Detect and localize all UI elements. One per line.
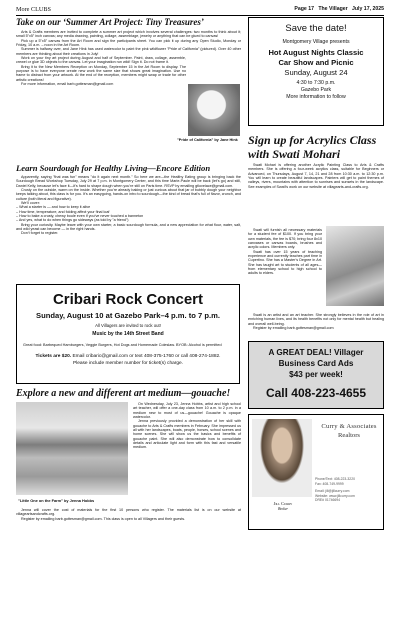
save-date-time: 4:30 to 7:30 p.m.	[296, 80, 336, 86]
sourdough-list-item: – How time, temperature, and folding affect your final loaf	[16, 209, 110, 214]
sourdough-title: Learn Sourdough for Healthy Living—Encore Edition	[16, 163, 211, 173]
sourdough-paragraph: Apparently, saying "that was fun" means "do it again next month." So here we are—the Healthy Eating group is bringing back the Sourdough Bread Workshop Tuesday, July 29 at 7 p.m. in Montgomery Center, and this time Marie-Paule will be back (let’s go) and still, Daniel Kelly, because let’s face it—it’s hard to shape dough when you’re still on Paris time. RSVP by emailing gtlovelace@gmail.com.	[16, 175, 241, 188]
gouache-photo-caption: "Little One on the Farm" by Jenna Hobbs	[18, 498, 95, 503]
sourdough-list-item: – And yes, what to do when things go sideways (as told by "a friend")	[16, 218, 129, 223]
save-date-location: Gazebo Park	[300, 87, 332, 93]
gouache-body-bottom	[16, 508, 241, 521]
cribari-tickets-price: Tickets are $20.	[35, 353, 72, 359]
acrylics-body-narrow	[248, 228, 322, 276]
acrylics-paragraph: Swati will furnish all necessary materials for a student fee of $100. If you bring your own materials, the fee is $70; bring four 8x10 canvases or canvas boards, brushes and acrylic colors. Members only.	[248, 228, 322, 250]
acrylics-paragraph: Swati has over 15 years of teaching experience and currently teaches part time in Cupertino. She has a Master’s Degree in Art. She has taught art to students of all ages—from elementary school to high school to adults to elders.	[248, 249, 322, 276]
gouache-paragraph: Jenna previously provided a demonstration of her skill with gouache to Arts & Crafts members in February. She impressed us all with her landscapes, boats, people, horses, school scenes and home scenes. She will show us the basics and benefits of gouache paint. She will also demonstrate how to consolidate details and articulate light and form with this fast and versatile medium.	[133, 419, 241, 450]
art-project-paragraph: Summer is halfway over, and Jane Hink has used watercolor to paint the pink wildflower "Pride of California" (pictured). Over 40 other members are thinking about their creations in July!	[16, 47, 241, 56]
cribari-tickets	[17, 354, 239, 359]
issue-date: July 17, 2025	[351, 6, 384, 12]
villager-ad-phone: Call 408-223-4655	[265, 386, 367, 400]
sourdough-body	[16, 175, 241, 236]
gouache-paragraph: Jenna will cover the cost of materials for the first 10 persons who register. The materials list is on our website at villageartsandcrafts.org.	[16, 508, 241, 517]
art-project-body	[16, 30, 241, 86]
gouache-title: Explore a new and different art medium—gouache!	[16, 388, 231, 399]
acrylics-body	[248, 163, 384, 189]
cribari-tickets-contact: Email cribaric@gmail.com or text 408-375-1760 or call 408-274-1882.	[71, 353, 221, 359]
header-rule	[16, 15, 384, 16]
realtor-email: Email: jill@jillcurry.com	[315, 489, 350, 494]
sourdough-paragraph: We’ll cover:	[21, 201, 40, 206]
page-info	[294, 6, 384, 12]
sourdough-list-item: – What a starter is — and how to keep it alive	[16, 205, 91, 210]
save-date-note: More information to follow	[286, 94, 346, 100]
acrylics-body-bottom	[248, 313, 384, 330]
realtor-company: Curry & Associates	[321, 423, 377, 430]
villager-business-card-ad	[248, 341, 384, 409]
save-date-event-line2: Car Show and Picnic	[278, 58, 354, 67]
section-label: More CLUBS	[16, 6, 51, 13]
realtor-company-sub: Realtors	[338, 432, 360, 439]
realtor-name: Jill Curry	[273, 501, 293, 506]
save-date-presenter: Montgomery Village presents	[282, 39, 350, 45]
cribari-food: Great food: Barbequed Hamburgers, Veggie Burgers, Hot Dogs and Homemade Coleslaw. BYOB: Alcohol is permitted	[23, 343, 222, 347]
realtor-photo	[252, 419, 312, 497]
cribari-subtitle: Sunday, August 10 at Gazebo Park–4 p.m. to 7 p.m.	[36, 311, 220, 320]
art-project-paragraph: For more information, email barb.gottesman@gmail.com	[21, 82, 114, 87]
cribari-invite: All Villagers are invited to rock out!	[95, 323, 161, 328]
gouache-farm-photo	[16, 402, 128, 495]
realtor-fax: Fax: 408-749-9999	[315, 481, 344, 486]
cribari-music: Music by the 14th Street Band	[92, 331, 164, 337]
realtor-ad	[248, 414, 384, 530]
sourdough-paragraph: Bring your curiosity. Maybe leave with your own starter, a basic sourdough formula, and a new appreciation for what flour, water, salt, and wild yeast can become — in the right hands.	[16, 222, 241, 232]
realtor-contact	[315, 477, 383, 503]
swati-artwork-photo	[326, 226, 384, 306]
save-date-event-line1: Hot August Nights Classic	[268, 48, 364, 57]
art-project-paragraph: Arts & Crafts members are invited to complete a summer art project which involves several challenges: two months to think about it; small 5"x5" inch canvas; any media drawing, painting, collage, assemblage, jewelry or anything that can be glued to canvas!	[16, 30, 241, 39]
villager-ad-line1: A GREAT DEAL! Villager	[268, 348, 364, 357]
save-the-date-box	[248, 17, 384, 126]
pride-of-california-photo	[188, 84, 240, 136]
acrylics-paragraph: Swati Mohari is offering another Acrylic Painting Class to Arts & Crafts members. She is offering a four-week acrylics class, suitable for Beginners or Advanced, on Thursdays, August 7, 14, 21 and 28 from 10:30 a.m. to 12:30 p.m. You will learn to create beautiful landscapes. Painters will get to paint themes of valleys, rivers, mountains with attention to sunrises and sunsets in the landscape. See examples of Swati’s work on our website at villagearts-and-crafts.org.	[248, 163, 384, 189]
acrylics-title: Sign up for Acrylics Class with Swati Mohari	[248, 133, 377, 161]
gouache-paragraph: On Wednesday, July 23, Jenna Hobbs, artist and high school art teacher, will offer a one-day class from 10 a.m. to 2 p.m. in a medium new to most of us—gouache! Gouache is opaque watercolor.	[133, 402, 241, 420]
save-date-day: Sunday, August 24	[284, 68, 348, 77]
art-project-paragraph: Work on your tiny art project during August and half of September. Paint, draw, collage, assemble, crewel or glue 3D objects to the canvas. Let your imagination run wild! Sign it. Do not frame it.	[16, 56, 186, 65]
realtor-role: Broker	[278, 507, 288, 511]
gouache-paragraph: Register by emailing barb.gottesman@gmail.com. This class is open to all Villagers and their guests.	[21, 516, 186, 521]
art-project-paragraph: Pick up a 5"x5" canvas from the Art Room and sign the participants sheet. You can pick it up during any Open Studio, Monday or Friday, 10 a.m. – noon in the Art Room.	[16, 38, 241, 48]
villager-ad-line2: Business Card Ads	[278, 359, 354, 368]
page-number: Page 17	[294, 6, 315, 12]
cribari-title: Cribari Rock Concert	[52, 291, 204, 308]
acrylics-paragraph: Swati is an artist and an art teacher. She strongly believes in the role of art in enriching human lives, and its health benefits not only for mental health but healing and overall well-being.	[248, 313, 384, 326]
sourdough-paragraph: Don’t forget to register.	[21, 231, 59, 236]
sourdough-list-item: – How to bake a crusty, chewy boule even if you’ve never touched a banneton	[16, 214, 144, 219]
realtor-phone: Phone/Text: 408-223-3220	[315, 477, 355, 481]
save-date-heading: Save the date!	[285, 23, 347, 34]
art-project-title: Take on our ‘Summer Art Project: Tiny Treasures’	[16, 17, 204, 27]
realtor-website: Website: www.jillcurry.com	[315, 493, 355, 498]
cribari-note: Please include member number for ticket(s) charge.	[72, 360, 184, 366]
villager-ad-line3: $43 per week!	[289, 370, 343, 379]
art-photo-caption: "Pride of California" by Jane Hink	[177, 138, 238, 142]
sourdough-paragraph: Crusty on the outside, warm on the inside. Whether you’re already baking or just curious about that jar of bubbly dough your neighbor keeps talking about, this class is for you. It’s an easygoing, hands-on intro to sourdough—the kind of bread that’s full of flavor, crunch, and culture (both literal and figurative).	[16, 188, 241, 201]
gouache-body	[133, 402, 241, 450]
art-project-paragraph: Bring it to the New Members Reception on Monday, September 15 in the Art Room to display. The purpose is to have everyone create new work the same size that shows great imagination. Use no frame to distract from your artwork. At the end of the reception, members might swap or trade for other artistic creations!	[16, 64, 186, 82]
cribari-concert-box	[16, 284, 240, 384]
realtor-dre: DRE# 01746694	[315, 498, 341, 503]
publication-name: The Villager	[318, 6, 348, 12]
acrylics-paragraph: Register by emailing barb.gottesman@gmail.com	[253, 326, 334, 331]
